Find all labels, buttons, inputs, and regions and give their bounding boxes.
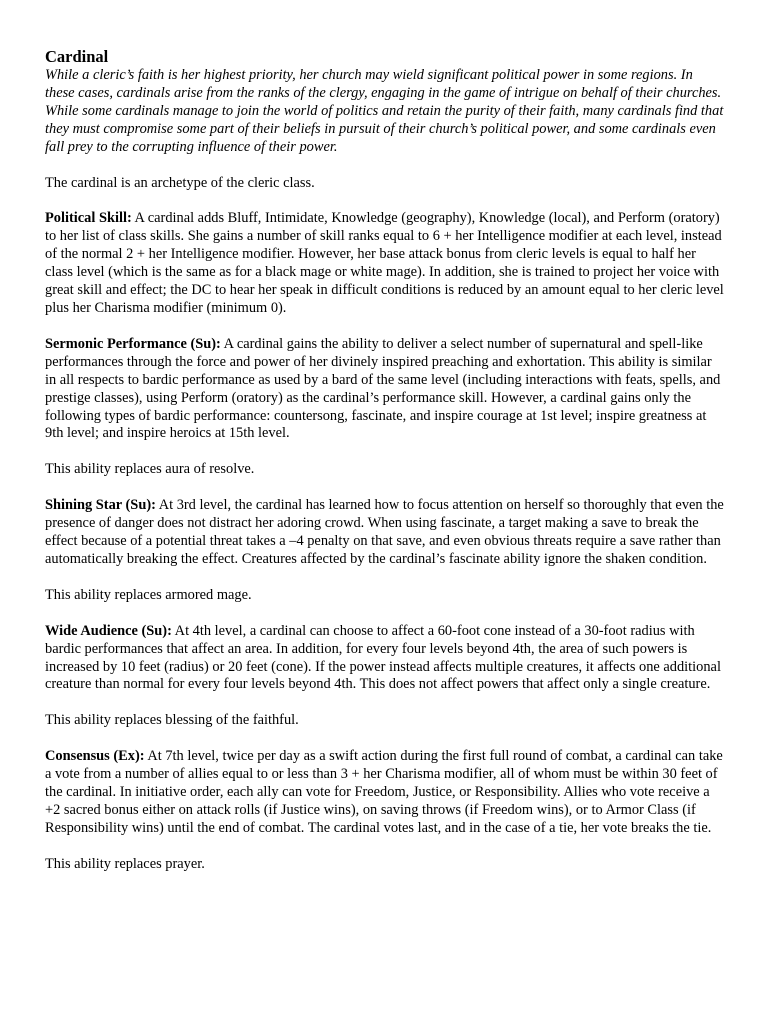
ability-shining-star [45, 497, 725, 569]
ability-text: At 4th level, a cardinal can choose to affect a 60-foot cone instead of a 30-foot radius with bardic performances that affect an area. In addition, for every four levels beyond 4th, the area of such powers is increased by 10 feet (radius) or 20 feet (cone). If the power instead affects multiple creatures, it affects one additional creature than normal for every four levels beyond 4th. This does not affect powers that affect only a single creature. [45, 622, 721, 693]
ability-sermonic-performance [45, 336, 725, 443]
ability-consensus [45, 748, 725, 838]
ability-text: A cardinal adds Bluff, Intimidate, Knowledge (geography), Knowledge (local), and Perform (oratory) to her list of class skills. She gains a number of skill ranks equal to 6 + her Intelligence modifier at each level, instead of the normal 2 + her Intelligence modifier. However, her base attack bonus from cleric levels is equal to half her class level (which is the same as for a black mage or white mage). In addition, she is trained to project her voice with great skill and effect; the DC to hear her speak in difficult conditions is reduced by an amount equal to her cleric level plus her Charisma modifier (minimum 0). [45, 210, 724, 316]
replaces-line: This ability replaces aura of resolve. [45, 461, 255, 478]
ability-name: Shining Star (Su): [45, 497, 156, 514]
ability-name: Consensus (Ex): [45, 748, 145, 765]
document-title: Cardinal [45, 47, 109, 66]
ability-name: Sermonic Performance (Su): [45, 335, 221, 352]
replaces-line: This ability replaces prayer. [45, 855, 205, 872]
replaces-line: This ability replaces blessing of the faithful. [45, 712, 299, 729]
ability-name: Wide Audience (Su): [45, 622, 172, 639]
ability-wide-audience [45, 623, 725, 695]
document-page [45, 47, 725, 892]
ability-political-skill [45, 210, 725, 317]
archetype-line: The cardinal is an archetype of the cleric class. [45, 174, 315, 191]
ability-text: At 3rd level, the cardinal has learned how to focus attention on herself so thoroughly that even the presence of danger does not distract her adoring crowd. When using fascinate, a target making a save to break the effect because of a potential threat takes a –4 penalty on that save, and even obvious threats require a save rather than automatically breaking the effect. Creatures affected by the cardinal’s fascinate ability ignore the shaken condition. [45, 497, 724, 567]
ability-name: Political Skill: [45, 210, 132, 227]
intro-paragraph: While a cleric’s faith is her highest priority, her church may wield significant political power in some regions. In these cases, cardinals arise from the ranks of the clergy, engaging in the game of intrigue on behalf of their churches. While some cardinals manage to join the world of politics and retain the purity of their faith, many cardinals find that they must compromise some part of their beliefs in pursuit of their church’s political power, and some cardinals even fall prey to the corrupting influence of their power. [45, 67, 724, 155]
ability-text: A cardinal gains the ability to deliver a select number of supernatural and spell-like performances through the force and power of her divinely inspired preaching and exhortation. This ability is similar in all respects to bardic performance as used by a bard of the same level (including interactions with feats, spells, and prestige classes), using Perform (oratory) as the cardinal’s performance skill. However, a cardinal gains only the following types of bardic performance: countersong, fascinate, and inspire courage at 1st level; inspire greatness at 9th level; and inspire heroics at 15th level. [45, 335, 721, 442]
replaces-line: This ability replaces armored mage. [45, 586, 252, 603]
ability-text: At 7th level, twice per day as a swift action during the first full round of combat, a cardinal can take a vote from a number of allies equal to or less than 3 + her Charisma modifier, all of whom must be within 30 feet of the cardinal. In initiative order, each ally can vote for Freedom, Justice, or Responsibility. Allies who vote receive a +2 sacred bonus either on attack rolls (if Justice wins), on saving throws (if Freedom wins), or to Armor Class (if Responsibility wins) until the end of combat. The cardinal votes last, and in the case of a tie, her vote breaks the tie. [45, 748, 723, 836]
